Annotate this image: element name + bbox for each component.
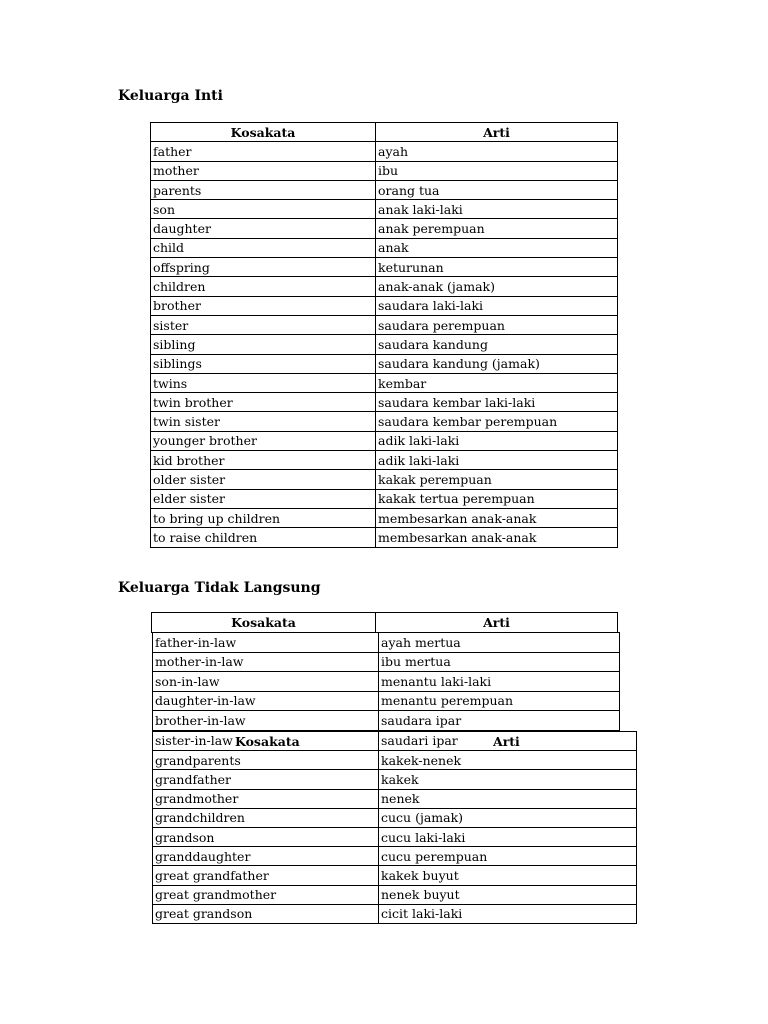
table-row xyxy=(153,847,637,866)
meaning-cell: nenek xyxy=(379,789,637,808)
meaning-cell: anak perempuan xyxy=(376,219,618,238)
term-cell: grandfather xyxy=(153,770,379,789)
meaning-cell: ibu mertua xyxy=(379,652,620,672)
term-cell: younger brother xyxy=(151,431,376,450)
term-cell: son-in-law xyxy=(153,672,379,692)
table-row xyxy=(151,335,618,354)
term-cell: twins xyxy=(151,373,376,392)
table-row xyxy=(151,219,618,238)
meaning-cell: menantu laki-laki xyxy=(379,672,620,692)
term-cell: sister xyxy=(151,315,376,334)
meaning-cell: kakek buyut xyxy=(379,866,637,885)
vocabulary-table-in-laws xyxy=(152,632,620,731)
term-cell: grandchildren xyxy=(153,808,379,827)
meaning-cell: kakak perempuan xyxy=(376,470,618,489)
vocabulary-table-keluarga-inti xyxy=(150,122,618,548)
meaning-cell: membesarkan anak-anak xyxy=(376,528,618,547)
meaning-cell: kakak tertua perempuan xyxy=(376,489,618,508)
table-row xyxy=(151,238,618,257)
meaning-cell: saudara perempuan xyxy=(376,315,618,334)
meaning-cell: nenek buyut xyxy=(379,885,637,904)
overlapping-header-row xyxy=(153,732,637,751)
table-row xyxy=(153,652,620,672)
table-header-row xyxy=(151,123,618,142)
meaning-cell: cucu (jamak) xyxy=(379,808,637,827)
meaning-cell: anak xyxy=(376,238,618,257)
column-header-kosakata: Kosakata xyxy=(151,123,376,142)
section-title-keluarga-inti: Keluarga Inti xyxy=(118,88,223,104)
term-cell: children xyxy=(151,277,376,296)
column-header-kosakata: Kosakata xyxy=(235,734,300,749)
column-header-arti: Arti xyxy=(493,734,520,749)
meaning-cell: cucu laki-laki xyxy=(379,827,637,846)
table-row xyxy=(153,789,637,808)
term-cell: great grandfather xyxy=(153,866,379,885)
meaning-cell: keturunan xyxy=(376,258,618,277)
term-cell: brother xyxy=(151,296,376,315)
overlap-cell-left xyxy=(153,732,379,751)
term-cell: mother-in-law xyxy=(153,652,379,672)
meaning-cell: saudara ipar xyxy=(379,711,620,731)
table-row xyxy=(151,315,618,334)
table-body xyxy=(151,142,618,547)
meaning-cell: kakek-nenek xyxy=(379,751,637,770)
table-row xyxy=(151,161,618,180)
meaning-cell: cucu perempuan xyxy=(379,847,637,866)
term-cell: daughter xyxy=(151,219,376,238)
term-cell: child xyxy=(151,238,376,257)
meaning-cell: orang tua xyxy=(376,180,618,199)
column-header-arti: Arti xyxy=(376,123,618,142)
meaning-cell: kembar xyxy=(376,373,618,392)
table-row xyxy=(151,412,618,431)
term-cell: older sister xyxy=(151,470,376,489)
meaning-cell: saudara kembar laki-laki xyxy=(376,393,618,412)
table-row xyxy=(153,885,637,904)
term-cell: offspring xyxy=(151,258,376,277)
term-cell: great grandmother xyxy=(153,885,379,904)
table-row xyxy=(151,277,618,296)
term-cell: brother-in-law xyxy=(153,711,379,731)
term-cell: twin brother xyxy=(151,393,376,412)
table-row xyxy=(151,451,618,470)
column-header-kosakata: Kosakata xyxy=(152,613,376,633)
table-row xyxy=(153,751,637,770)
meaning-cell: saudara kembar perempuan xyxy=(376,412,618,431)
term-cell: to bring up children xyxy=(151,508,376,527)
term-cell: grandson xyxy=(153,827,379,846)
table-row xyxy=(151,431,618,450)
term-cell: grandmother xyxy=(153,789,379,808)
term-cell: elder sister xyxy=(151,489,376,508)
term-cell: great grandson xyxy=(153,904,379,923)
vocabulary-table-header-keluarga-tidak-langsung xyxy=(151,612,618,633)
meaning-cell: ibu xyxy=(376,161,618,180)
table-row xyxy=(153,711,620,731)
table-header-row xyxy=(152,613,618,633)
table-body xyxy=(153,633,620,731)
table-row xyxy=(153,691,620,711)
meaning-cell: saudara kandung (jamak) xyxy=(376,354,618,373)
table-row xyxy=(151,373,618,392)
table-row xyxy=(151,470,618,489)
table-row xyxy=(151,393,618,412)
meaning-cell: saudara kandung xyxy=(376,335,618,354)
term-cell: kid brother xyxy=(151,451,376,470)
term-cell: siblings xyxy=(151,354,376,373)
table-row xyxy=(153,904,637,923)
term-cell: grandparents xyxy=(153,751,379,770)
column-header-arti: Arti xyxy=(376,613,618,633)
table-row xyxy=(153,633,620,653)
meaning-cell: ayah xyxy=(376,142,618,161)
table-row xyxy=(151,508,618,527)
term-cell: son xyxy=(151,200,376,219)
term-cell: father xyxy=(151,142,376,161)
table-row xyxy=(151,258,618,277)
table-row xyxy=(153,770,637,789)
term-cell: mother xyxy=(151,161,376,180)
term-cell: parents xyxy=(151,180,376,199)
meaning-cell: anak laki-laki xyxy=(376,200,618,219)
section-title-keluarga-tidak-langsung: Keluarga Tidak Langsung xyxy=(118,580,321,596)
table-row xyxy=(151,354,618,373)
term-cell: father-in-law xyxy=(153,633,379,653)
term-cell: daughter-in-law xyxy=(153,691,379,711)
table-body xyxy=(153,732,637,924)
term-cell: to raise children xyxy=(151,528,376,547)
table-row xyxy=(151,296,618,315)
table-row xyxy=(151,142,618,161)
table-row xyxy=(151,528,618,547)
term-cell: sister-in-law xyxy=(155,733,233,748)
meaning-cell: saudari ipar xyxy=(381,733,458,748)
term-cell: granddaughter xyxy=(153,847,379,866)
meaning-cell: cicit laki-laki xyxy=(379,904,637,923)
meaning-cell: menantu perempuan xyxy=(379,691,620,711)
meaning-cell: saudara laki-laki xyxy=(376,296,618,315)
table-row xyxy=(153,808,637,827)
table-row xyxy=(153,827,637,846)
meaning-cell: adik laki-laki xyxy=(376,451,618,470)
term-cell: twin sister xyxy=(151,412,376,431)
meaning-cell: membesarkan anak-anak xyxy=(376,508,618,527)
overlap-cell-right xyxy=(379,732,637,751)
table-row xyxy=(151,180,618,199)
meaning-cell: adik laki-laki xyxy=(376,431,618,450)
meaning-cell: kakek xyxy=(379,770,637,789)
term-cell: sibling xyxy=(151,335,376,354)
table-row xyxy=(151,489,618,508)
table-row xyxy=(151,200,618,219)
meaning-cell: ayah mertua xyxy=(379,633,620,653)
vocabulary-table-grandparents xyxy=(152,731,637,924)
meaning-cell: anak-anak (jamak) xyxy=(376,277,618,296)
table-row xyxy=(153,866,637,885)
table-row xyxy=(153,672,620,692)
